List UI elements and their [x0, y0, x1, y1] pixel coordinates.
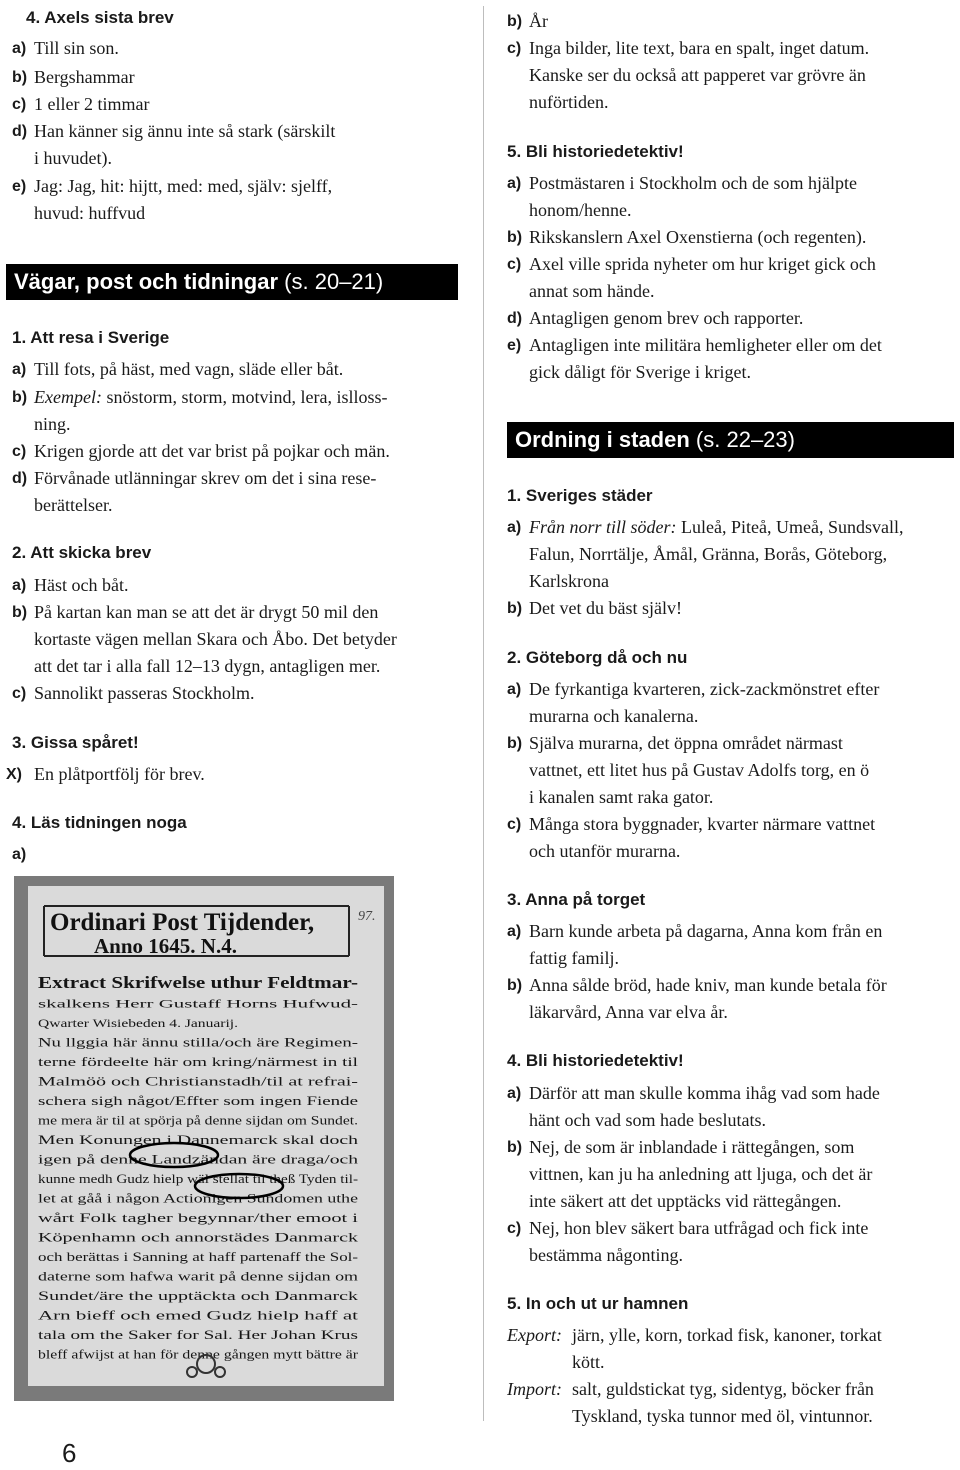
- answer-c: c) Krigen gjorde att det var brist på pojkar och män.: [12, 441, 390, 461]
- newspaper-text-line: schera sigh något/Effter som ingen Fiende: [38, 1093, 359, 1108]
- answer-c: c) Nej, hon blev säkert bara utfrågad och fick inte bestämma någonting.: [507, 1218, 869, 1265]
- import-entry: Import: salt, guldstickat tyg, sidentyg, böcker från Tyskland, tyska tunnor med öl, vintunnor.: [507, 1379, 874, 1426]
- answer-c: c) Sannolikt passeras Stockholm.: [12, 683, 255, 703]
- newspaper-text-line: Extract Skrifwelse uthur Feldtmar-: [38, 973, 359, 992]
- svg-text:97.: 97.: [358, 909, 376, 924]
- answer-a: a) De fyrkantiga kvarteren, zick-zackmönstret efter murarna och kanalerna.: [507, 679, 880, 726]
- answer-d: d) Han känner sig ännu inte så stark (särskilt i huvudet).: [12, 121, 336, 168]
- answer-e: e) Antagligen inte militära hemligheter eller om det gick dåligt för Sverige i kriget.: [507, 335, 882, 382]
- section-heading-resa: 1. Att resa i Sverige: [12, 328, 170, 347]
- newspaper-title: Ordinari Post Tijdender,: [50, 909, 315, 936]
- newspaper-text-line: tala om the Saker for Sal. Her Johan Krus: [38, 1327, 358, 1342]
- newspaper-text-line: wårt Folk tagher begynnar/ther emoot i: [38, 1210, 359, 1225]
- answer-a: a) Till sin son.: [12, 38, 119, 58]
- section-heading-anna: 3. Anna på torget: [507, 890, 646, 909]
- column-divider: [483, 6, 484, 1421]
- newspaper-text-line: Qwarter Wisiebeden 4. Januarij.: [38, 1018, 239, 1030]
- answer-a: a) Barn kunde arbeta på dagarna, Anna kom från en fattig familj.: [507, 921, 883, 968]
- chapter-banner-vagar: Vägar, post och tidningar (s. 20–21): [6, 264, 458, 300]
- answer-a: a) Häst och båt.: [12, 575, 129, 595]
- newspaper-year: Anno 1645. N.4.: [94, 934, 237, 958]
- chapter-banner-ordning: Ordning i staden (s. 22–23): [507, 422, 954, 458]
- section-heading-goteborg: 2. Göteborg då och nu: [507, 648, 688, 667]
- answer-a: a) Därför att man skulle komma ihåg vad som hade hänt och vad som hade beslutats.: [507, 1083, 880, 1130]
- section-heading-tidningen: 4. Läs tidningen noga: [12, 813, 187, 832]
- section-heading-axel: 4. Axels sista brev: [26, 8, 174, 27]
- newspaper-text-line: skalkens Herr Gustaff Horns Hufwud-: [38, 998, 359, 1011]
- answer-b: b) Bergshammar: [12, 67, 135, 87]
- newspaper-text-line: me mera är til at spörja på denne sijdan om Sundet.: [38, 1112, 358, 1128]
- answer-b: b) Nej, de som är inblandade i rättegången, som vittnen, kan ju ha anledning att ljuga, och det är inte säkert att det upptäcks vid rättegången.: [507, 1137, 873, 1211]
- newspaper-text-line: och berättas i Sanning at haff partenaff the Sol-: [38, 1249, 358, 1264]
- answer-d: d) Förvånade utlänningar skrev om det i sina rese- berättelser.: [12, 468, 377, 515]
- newspaper-text-line: bleff afwijst at han för denne gången mytt bättre är: [38, 1346, 359, 1362]
- page-number: 6: [62, 1438, 77, 1468]
- section-heading-detektiv4: 4. Bli historiedetektiv!: [507, 1051, 684, 1070]
- answer-a: a) Till fots, på häst, med vagn, släde eller båt.: [12, 359, 344, 379]
- answer-c: c) Axel ville sprida nyheter om hur kriget gick och annat som hände.: [507, 254, 876, 301]
- answer-b: b) Rikskanslern Axel Oxenstierna (och regenten).: [507, 227, 867, 247]
- answer-c: c) Många stora byggnader, kvarter närmare vattnet och utanför murarna.: [507, 814, 876, 861]
- answer-b: b) På kartan kan man se att det är drygt 50 mil den kortaste vägen mellan Skara och Åbo. Det betyder att det tar i alla fall 12–13 dygn, antagligen mer.: [12, 602, 397, 676]
- answer-b: b) Själva murarna, det öppna området närmast vattnet, ett litet hus på Gustav Adolfs torg, en ö i kanalen samt raka gator.: [507, 733, 870, 807]
- newspaper-text-line: kunne medh Gudz hielp wäl stellat til theß Tyden til-: [38, 1171, 358, 1186]
- newspaper-text-line: Nu llggia här ännu stilla/och äre Regimen-: [38, 1034, 358, 1050]
- answer-a: a) Från norr till söder: Luleå, Piteå, Umeå, Sundsvall, Falun, Norrtälje, Åmål, Gränna, Borås, Göteborg, Karlskrona: [507, 517, 904, 591]
- answer-b: b) År: [507, 11, 548, 31]
- answer-b: b) Exempel: snöstorm, storm, motvind, lera, islloss- ning.: [12, 387, 388, 434]
- export-entry: Export: järn, ylle, korn, torkad fisk, kanoner, torkat kött.: [507, 1325, 882, 1372]
- newspaper-text-line: Sundet/äre the upptäckta och Danmarck: [38, 1288, 359, 1303]
- newspaper-text-line: daterne som hafwa warit på denne sijdan om: [38, 1268, 358, 1284]
- answer-x: X) En plåtportfölj för brev.: [6, 764, 205, 784]
- newspaper-text-line: terne fördeelte här om kring/närmest in til: [38, 1054, 359, 1069]
- answer-d: d) Antagligen genom brev och rapporter.: [507, 308, 804, 328]
- section-heading-detektiv5: 5. Bli historiedetektiv!: [507, 142, 684, 161]
- newspaper-text-line: igen på denne Landzändan äre draga/och: [38, 1151, 359, 1167]
- section-heading-brev: 2. Att skicka brev: [12, 543, 152, 562]
- newspaper-text-line: let at gåå i någon Actionigen Sundomen uthe: [38, 1190, 359, 1206]
- answer-b: b) Anna sålde bröd, hade kniv, man kunde betala för läkarvård, Anna var elva år.: [507, 975, 887, 1022]
- newspaper-text-line: Köpenhamn och annorstädes Danmarck: [38, 1229, 359, 1245]
- answer-b: b) Det vet du bäst själv!: [507, 598, 682, 618]
- answer-c: c) Inga bilder, lite text, bara en spalt, inget datum. Kanske ser du också att papperet var grövre än nuförtiden.: [507, 38, 870, 112]
- newspaper-image: [14, 876, 394, 1401]
- newspaper-text-line: Arn bieff och emed Gudz hielp haff at: [38, 1307, 359, 1323]
- section-heading-stader: 1. Sveriges städer: [507, 486, 653, 505]
- answer-a: a) Postmästaren i Stockholm och de som hjälpte honom/henne.: [507, 173, 857, 220]
- newspaper-text-line: Men Konungen i Dannemarck skal doch: [38, 1132, 359, 1147]
- answer-e: e) Jag: Jag, hit: hijtt, med: med, själv: sjelff, huvud: huffvud: [12, 176, 333, 223]
- section-heading-hamnen: 5. In och ut ur hamnen: [507, 1294, 689, 1313]
- newspaper-illustration: [14, 876, 394, 1401]
- section-heading-gissa: 3. Gissa spåret!: [12, 733, 139, 752]
- newspaper-text-line: Malmöö och Christianstadh/til at refrai-: [38, 1073, 358, 1089]
- answer-c: c) 1 eller 2 timmar: [12, 94, 150, 114]
